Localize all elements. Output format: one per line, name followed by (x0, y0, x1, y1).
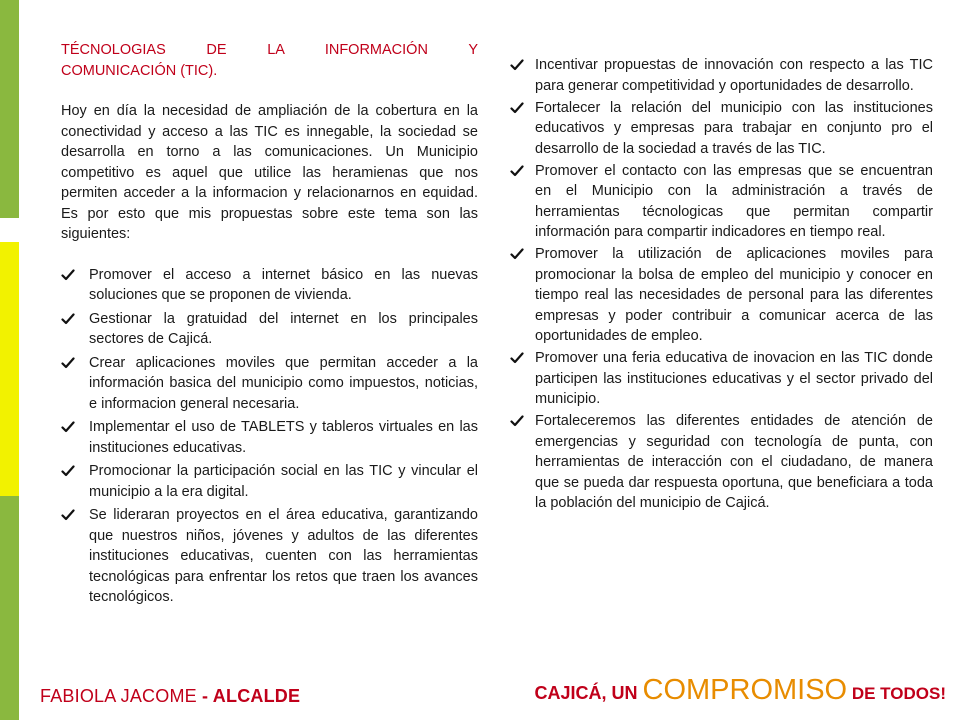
footer-candidate (40, 686, 300, 707)
list-item-text: Promover el acceso a internet básico en las nuevas soluciones que se proponen de vivienda. (89, 266, 478, 303)
checkmark-icon (61, 508, 75, 522)
list-item (510, 55, 933, 96)
list-item (61, 461, 478, 502)
list-item (61, 505, 478, 608)
list-item (510, 161, 933, 243)
list-item-text: Crear aplicaciones moviles que permitan acceder a la información basica del municipio como impuestos, noticias, e informacion general necesaria. (89, 354, 478, 412)
list-item (61, 309, 478, 350)
heading-line-2: COMUNICACIÓN (TIC). (61, 63, 218, 79)
checkmark-icon (61, 312, 75, 326)
list-item-text: Promocionar la participación social en las TIC y vincular el municipio a la era digital. (89, 463, 478, 500)
right-proposals-list (510, 55, 933, 514)
slogan-highlight: COMPROMISO (642, 674, 848, 706)
candidate-name: FABIOLA JACOME (40, 686, 197, 706)
accent-stripe-yellow (0, 242, 19, 496)
heading-line-1: TÉCNOLOGIAS DE LA INFORMACIÓN Y (61, 42, 478, 58)
list-item (61, 353, 478, 415)
footer-slogan (534, 674, 946, 707)
left-column (61, 40, 478, 611)
list-item (510, 98, 933, 160)
checkmark-icon (61, 464, 75, 478)
checkmark-icon (61, 356, 75, 370)
checkmark-icon (61, 420, 75, 434)
list-item-text: Se lideraran proyectos en el área educativa, garantizando que nuestros niños, jóvenes y adultos de las diferentes instituciones educativas, cuenten con las herramientas tecnológicas para enfrentar los retos que traen los avances tecnológicos. (89, 507, 478, 605)
accent-stripe-green-top (0, 0, 19, 218)
list-item-text: Promover la utilización de aplicaciones moviles para promocionar la bolsa de empleo del municipio y conocer en tiempo real las necesidades de personal para las diferentes empresas y poder contribuir a comunicar acerca de las oportunidades de empleo. (535, 246, 933, 344)
checkmark-icon (61, 268, 75, 282)
list-item-text: Gestionar la gratuidad del internet en los principales sectores de Cajicá. (89, 310, 478, 347)
list-item (510, 244, 933, 347)
right-column (510, 55, 933, 515)
slogan-start: CAJICÁ, UN (534, 683, 643, 703)
candidate-role: ALCALDE (212, 686, 301, 706)
list-item (510, 411, 933, 514)
checkmark-icon (510, 58, 524, 72)
list-item-text: Promover una feria educativa de inovacion en las TIC donde participen las instituciones educativas y el sector privado del municipio. (535, 350, 933, 407)
checkmark-icon (510, 414, 524, 428)
list-item (61, 265, 478, 306)
accent-stripe-white (0, 218, 19, 242)
left-proposals-list (61, 265, 478, 608)
checkmark-icon (510, 164, 524, 178)
list-item (61, 417, 478, 458)
list-item (510, 348, 933, 410)
checkmark-icon (510, 247, 524, 261)
checkmark-icon (510, 101, 524, 115)
list-item-text: Fortaleceremos las diferentes entidades de atención de emergencias y seguridad con tecnología de punta, con herramientas de interacción con el ciudadano, de manera que se pueda dar respuesta oportuna, que beneficiara a toda la población del municipio de Cajicá. (535, 413, 933, 511)
list-item-text: Fortalecer la relación del municipio con las instituciones educativos y empresas para trabajar en conjunto pro el desarrollo de la sociedad a través de las TIC. (535, 99, 933, 157)
checkmark-icon (510, 351, 524, 365)
list-item-text: Promover el contacto con las empresas que se encuentran en el Municipio con la administración a través de herramientas técnologicas que permitan compartir información para compartir indicadores en tiempo real. (535, 162, 933, 240)
slogan-end: DE TODOS! (847, 684, 946, 703)
list-item-text: Implementar el uso de TABLETS y tableros virtuales en las instituciones educativas. (89, 419, 478, 456)
accent-stripe-green-bottom (0, 496, 19, 720)
footer-separator: - (196, 686, 213, 706)
intro-paragraph: Hoy en día la necesidad de ampliación de la cobertura en la conectividad y acceso a las TIC es innegable, la sociedad se desarrolla en torno a las comunicaciones. Un Municipio competitivo es aquel que utilice las heramienas que nos permiten acceder a la informacion y relacionarnos en equidad. Es por esto que mis propuestas sobre este tema son las siguientes: (61, 103, 478, 242)
list-item-text: Incentivar propuestas de innovación con respecto a las TIC para generar competitividad y oportunidades de desarrollo. (535, 57, 933, 94)
section-heading (61, 40, 478, 82)
